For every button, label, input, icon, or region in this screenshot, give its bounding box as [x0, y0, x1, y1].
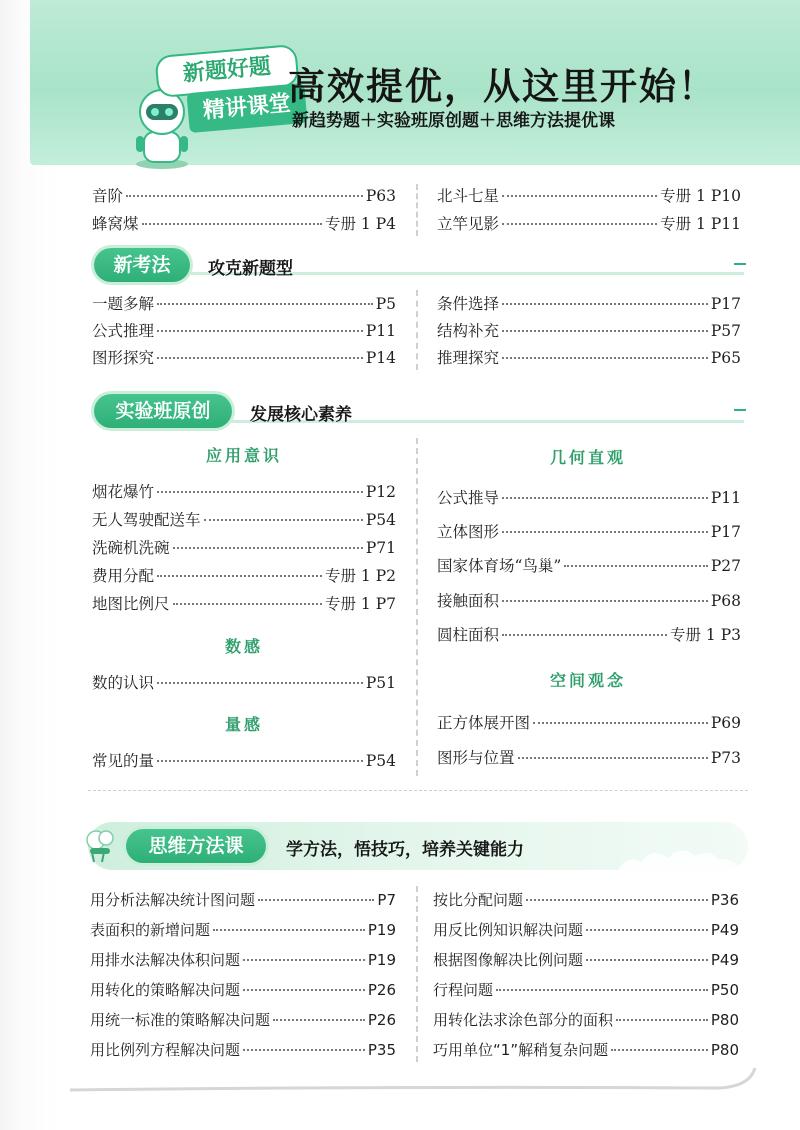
subheading-spatial-concept: 空间观念	[549, 671, 626, 690]
item-page: P27	[710, 557, 741, 575]
item-page: P49	[710, 921, 739, 939]
item-label: 推理探究	[437, 349, 500, 367]
subheading-application: 应用意识	[205, 446, 282, 465]
item-page: P68	[710, 592, 741, 610]
item-label: 数的认识	[92, 674, 155, 692]
item-label: 音阶	[92, 187, 124, 205]
item-label: 用转化法求涂色部分的面积	[433, 1011, 614, 1029]
list-item[interactable]	[90, 980, 396, 1000]
banner-underline	[100, 272, 744, 275]
list-item[interactable]	[437, 556, 741, 576]
item-label: 按比分配问题	[433, 891, 524, 909]
badge-lecture-class: 精讲课堂	[186, 83, 307, 133]
item-label: 接触面积	[437, 592, 500, 610]
list-item[interactable]	[437, 488, 741, 508]
item-label: 烟花爆竹	[92, 483, 155, 501]
cloud-decoration-icon	[618, 836, 738, 870]
item-label: 地图比例尺	[92, 595, 170, 613]
item-page: P54	[365, 511, 396, 529]
item-page: P17	[710, 523, 741, 541]
item-page: P51	[365, 674, 396, 692]
item-page: 专册 1 P4	[324, 215, 396, 233]
item-page: 专册 1 P3	[669, 626, 741, 644]
section-pill-methods: 思维方法课	[126, 829, 266, 863]
list-item[interactable]	[437, 748, 741, 768]
item-page: P57	[710, 322, 741, 340]
item-label: 一题多解	[92, 295, 155, 313]
list-item[interactable]	[92, 482, 396, 502]
item-page: P14	[365, 349, 396, 367]
list-item[interactable]	[92, 510, 396, 530]
column-divider	[416, 886, 418, 1062]
item-page: 专册 1 P10	[660, 187, 741, 205]
list-item[interactable]	[433, 890, 739, 910]
list-item[interactable]	[437, 591, 741, 611]
item-label: 常见的量	[92, 752, 155, 770]
item-label: 表面积的新增问题	[90, 921, 211, 939]
item-page: P7	[377, 891, 396, 909]
header-banner	[30, 0, 800, 165]
item-page: P19	[367, 951, 396, 969]
item-page: 专册 1 P2	[324, 567, 396, 585]
item-label: 无人驾驶配送车	[92, 511, 201, 529]
item-page: P80	[710, 1011, 739, 1029]
item-label: 用分析法解决统计图问题	[90, 891, 256, 909]
item-page: P80	[710, 1041, 739, 1059]
item-page: P36	[710, 891, 739, 909]
item-page: P5	[375, 295, 396, 313]
list-item[interactable]	[92, 673, 396, 693]
list-item[interactable]	[437, 321, 741, 341]
list-item[interactable]	[92, 214, 396, 234]
badge-new-good-questions: 新题好题	[157, 46, 298, 96]
subheading-number-sense: 数感	[224, 637, 263, 656]
item-label: 用比例列方程解决问题	[90, 1041, 241, 1059]
item-page: P19	[367, 921, 396, 939]
item-page: P49	[710, 951, 739, 969]
list-item[interactable]	[92, 294, 396, 314]
item-label: 公式推理	[92, 322, 155, 340]
column-divider	[416, 184, 418, 236]
list-item[interactable]	[437, 713, 741, 733]
item-label: 圆柱面积	[437, 626, 500, 644]
list-item[interactable]	[437, 522, 741, 542]
section-title-methods: 学方法，悟技巧，培养关键能力	[286, 840, 524, 860]
list-item[interactable]	[437, 625, 741, 645]
section-pill-lab-original: 实验班原创	[94, 394, 232, 428]
list-item[interactable]	[437, 294, 741, 314]
item-label: 立竿见影	[437, 215, 500, 233]
item-label: 用转化的策略解决问题	[90, 981, 241, 999]
item-page: 专册 1 P11	[660, 215, 741, 233]
item-page: P50	[710, 981, 739, 999]
item-label: 行程问题	[433, 981, 494, 999]
item-label: 正方体展开图	[437, 714, 531, 732]
item-label: 国家体育场“鸟巢”	[437, 557, 562, 575]
list-item[interactable]	[92, 348, 396, 368]
list-item[interactable]	[90, 1010, 396, 1030]
item-page: P73	[710, 749, 741, 767]
list-item[interactable]	[90, 920, 396, 940]
column-divider	[416, 438, 418, 776]
list-item[interactable]	[92, 321, 396, 341]
list-item[interactable]	[92, 186, 396, 206]
item-page: P12	[365, 483, 396, 501]
item-label: 洗碗机洗碗	[92, 539, 170, 557]
list-item[interactable]	[90, 950, 396, 970]
list-item[interactable]	[90, 890, 396, 910]
subheading-quantity-sense: 量感	[224, 715, 263, 734]
section-title-new-exam: 攻克新题型	[208, 259, 293, 279]
item-page: P17	[710, 295, 741, 313]
bottom-frame-curve	[60, 1060, 760, 1100]
item-page: P54	[365, 752, 396, 770]
list-item[interactable]	[92, 594, 396, 614]
item-page: P71	[365, 539, 396, 557]
item-label: 立体图形	[437, 523, 500, 541]
item-page: P26	[367, 1011, 396, 1029]
item-label: 用排水法解决体积问题	[90, 951, 241, 969]
item-label: 巧用单位“1”解稍复杂问题	[433, 1041, 609, 1059]
item-page: P69	[710, 714, 741, 732]
item-page: P11	[710, 489, 741, 507]
list-item[interactable]	[433, 980, 739, 1000]
section-title-lab-original: 发展核心素养	[250, 405, 352, 425]
item-label: 费用分配	[92, 567, 155, 585]
section-separator	[88, 790, 748, 791]
item-label: 条件选择	[437, 295, 500, 313]
item-page: P65	[710, 349, 741, 367]
list-item[interactable]	[92, 566, 396, 586]
dash-mark	[734, 409, 746, 411]
item-label: 结构补充	[437, 322, 500, 340]
list-item[interactable]	[90, 1040, 396, 1060]
item-label: 图形探究	[92, 349, 155, 367]
list-item[interactable]	[437, 348, 741, 368]
list-item[interactable]	[433, 920, 739, 940]
list-item[interactable]	[433, 1010, 739, 1030]
item-label: 北斗七星	[437, 187, 500, 205]
dash-mark	[734, 263, 746, 265]
page-subheadline: 新趋势题＋实验班原创题＋思维方法提优课	[292, 111, 615, 131]
item-page: P26	[367, 981, 396, 999]
item-label: 用反比例知识解决问题	[433, 921, 584, 939]
item-label: 根据图像解决比例问题	[433, 951, 584, 969]
list-item[interactable]	[437, 186, 741, 206]
list-item[interactable]	[92, 538, 396, 558]
item-label: 图形与位置	[437, 749, 515, 767]
cloud-decoration-icon	[84, 826, 120, 866]
list-item[interactable]	[433, 950, 739, 970]
page-headline: 高效提优，从这里开始！	[288, 65, 717, 108]
subheading-geometric-intuition: 几何直观	[549, 448, 626, 467]
item-page: P35	[367, 1041, 396, 1059]
section-pill-new-exam: 新考法	[94, 248, 190, 282]
list-item[interactable]	[92, 751, 396, 771]
list-item[interactable]	[433, 1040, 739, 1060]
item-label: 公式推导	[437, 489, 500, 507]
item-label: 用统一标准的策略解决问题	[90, 1011, 271, 1029]
list-item[interactable]	[437, 214, 741, 234]
item-page: P11	[365, 322, 396, 340]
item-page: 专册 1 P7	[324, 595, 396, 613]
item-page: P63	[365, 187, 396, 205]
item-label: 蜂窝煤	[92, 215, 139, 233]
column-divider	[416, 290, 418, 370]
